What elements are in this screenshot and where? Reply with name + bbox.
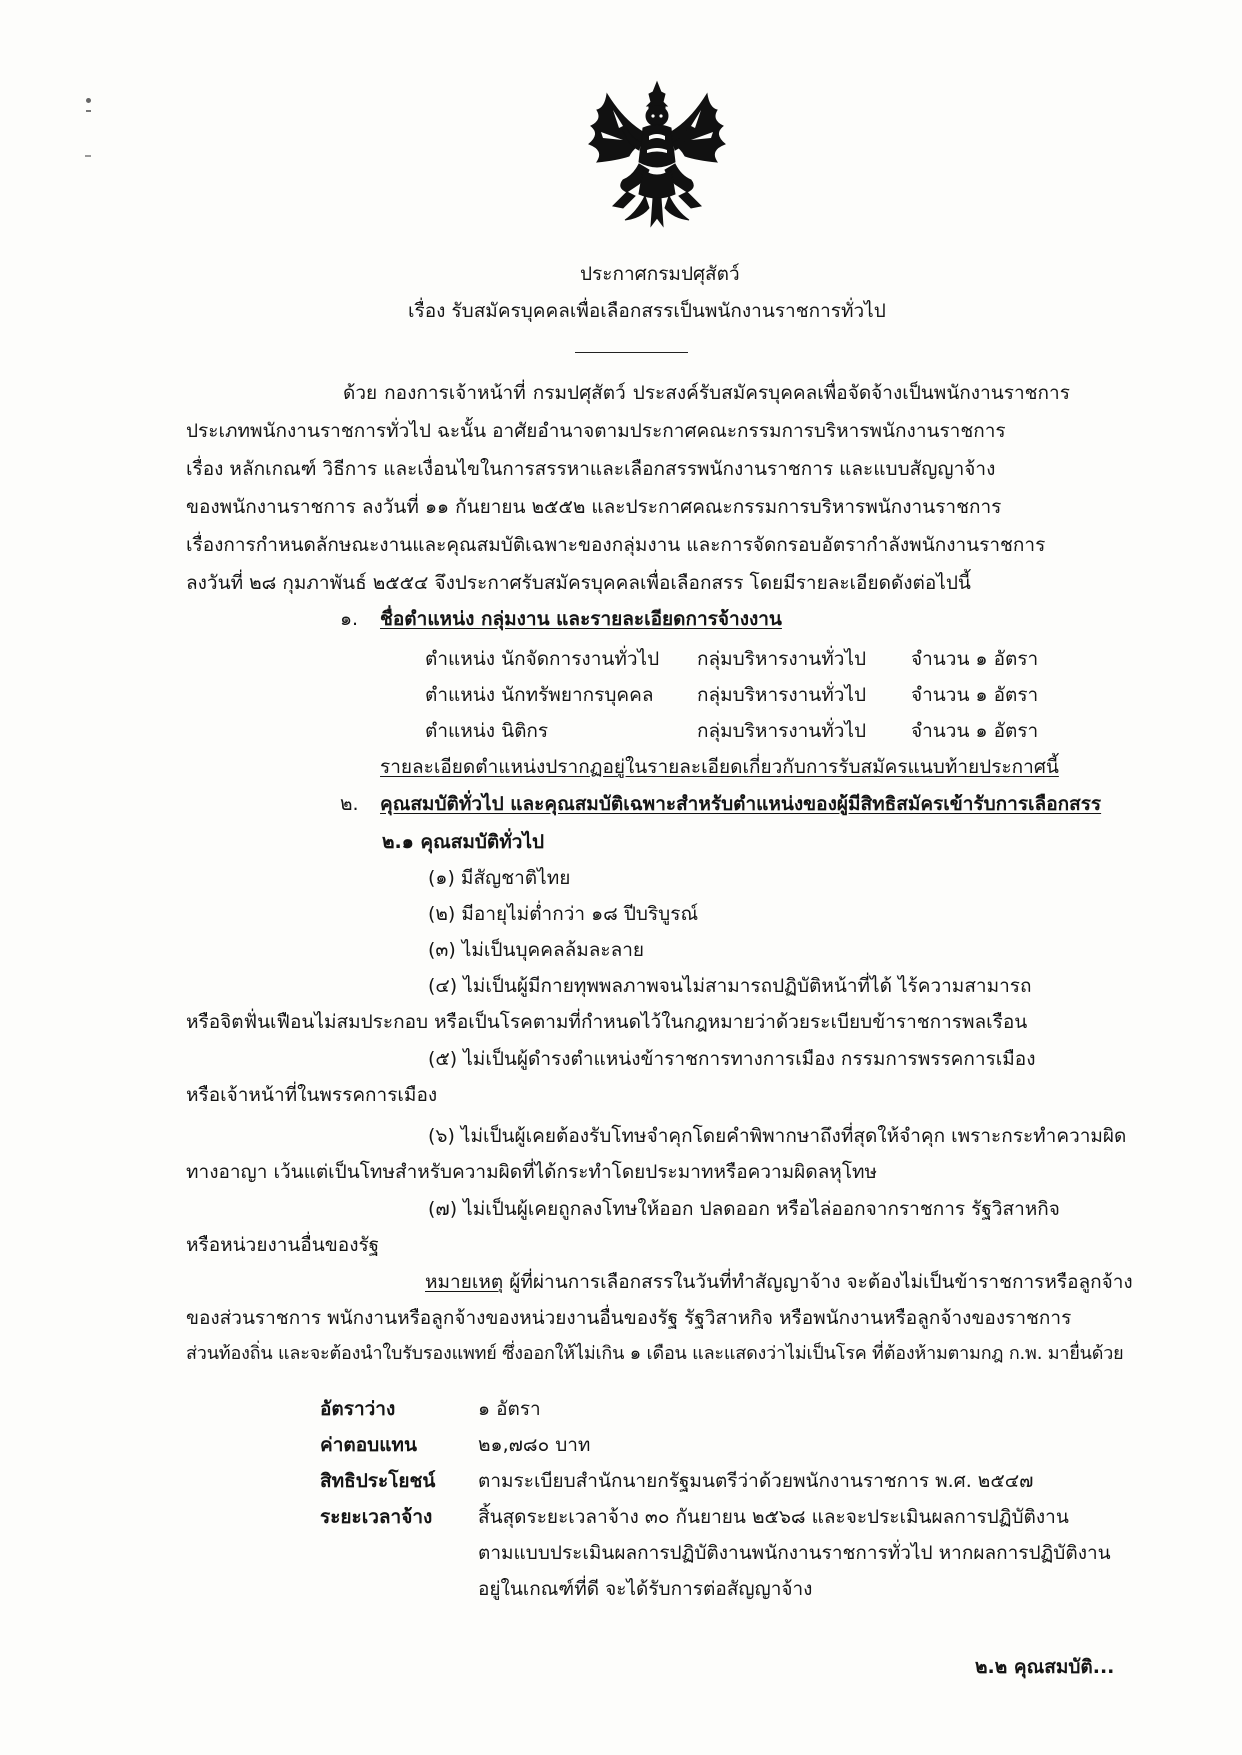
- section-note: รายละเอียดตำแหน่งปรากฏอยู่ในรายละเอียดเกี่ยวกับการรับสมัครแนบท้ายประกาศนี้: [380, 756, 1059, 778]
- benefit-label: สิทธิประโยชน์: [320, 1470, 436, 1492]
- benefit-value: ตามระเบียบสำนักนายกรัฐมนตรีว่าด้วยพนักงานราชการ พ.ศ. ๒๕๔๗: [478, 1470, 1034, 1492]
- position-title: ตำแหน่ง นักทรัพยากรบุคคล: [425, 684, 654, 706]
- qualification-item: (๖) ไม่เป็นผู้เคยต้องรับโทษจำคุกโดยคำพิพากษาถึงที่สุดให้จำคุก เพราะกระทำความผิด: [428, 1125, 1127, 1147]
- term-label: ระยะเวลาจ้าง: [320, 1506, 433, 1528]
- qualification-item-cont: ทางอาญา เว้นแต่เป็นโทษสำหรับความผิดที่ได้กระทำโดยประมาทหรือความผิดลหุโทษ: [186, 1161, 878, 1183]
- qualification-item: (๔) ไม่เป็นผู้มีกายทุพพลภาพจนไม่สามารถปฏิบัติหน้าที่ได้ ไร้ความสามารถ: [428, 975, 1032, 997]
- position-group: กลุ่มบริหารงานทั่วไป: [697, 720, 867, 742]
- position-count: จำนวน ๑ อัตรา: [911, 648, 1039, 670]
- announcement-title: ประกาศกรมปศุสัตว์: [580, 263, 740, 285]
- qualification-item-cont: หรือจิตฟั่นเฟือนไม่สมประกอบ หรือเป็นโรคตามที่กำหนดไว้ในกฎหมายว่าด้วยระเบียบข้าราชการพลเรือน: [186, 1011, 1028, 1033]
- position-group: กลุ่มบริหารงานทั่วไป: [697, 648, 867, 670]
- position-group: กลุ่มบริหารงานทั่วไป: [697, 684, 867, 706]
- remark-line: ของส่วนราชการ พนักงานหรือลูกจ้างของหน่วยงานอื่นของรัฐ รัฐวิสาหกิจ หรือพนักงานหรือลูกจ้างของราชการ: [186, 1307, 1072, 1329]
- scan-speck: [85, 155, 91, 157]
- term-value-cont: ตามแบบประเมินผลการปฏิบัติงานพนักงานราชการทั่วไป หากผลการปฏิบัติงาน: [478, 1542, 1111, 1564]
- section-number: ๒.: [340, 793, 359, 815]
- intro-line: ของพนักงานราชการ ลงวันที่ ๑๑ กันยายน ๒๕๕๒ และประกาศคณะกรรมการบริหารพนักงานราชการ: [186, 496, 1002, 518]
- qualification-item: (๑) มีสัญชาติไทย: [428, 867, 571, 889]
- title-divider: [575, 352, 688, 353]
- qualification-item: (๓) ไม่เป็นบุคคลล้มละลาย: [428, 939, 645, 961]
- sub-heading: ๒.๑ คุณสมบัติทั่วไป: [382, 831, 545, 853]
- intro-line: เรื่องการกำหนดลักษณะงานและคุณสมบัติเฉพาะของกลุ่มงาน และการจัดกรอบอัตรากำลังพนักงานราชการ: [186, 534, 1046, 556]
- intro-line: ลงวันที่ ๒๘ กุมภาพันธ์ ๒๕๕๔ จึงประกาศรับสมัครบุคคลเพื่อเลือกสรร โดยมีรายละเอียดดังต่อไปนี้: [186, 572, 971, 594]
- pay-value: ๒๑,๗๘๐ บาท: [478, 1434, 591, 1456]
- announcement-subject: เรื่อง รับสมัครบุคคลเพื่อเลือกสรรเป็นพนักงานราชการทั่วไป: [408, 300, 886, 322]
- remark-line: [425, 1273, 1133, 1292]
- position-count: จำนวน ๑ อัตรา: [911, 720, 1039, 742]
- intro-line: ด้วย กองการเจ้าหน้าที่ กรมปศุสัตว์ ประสงค์รับสมัครบุคคลเพื่อจัดจ้างเป็นพนักงานราชการ: [343, 382, 1070, 404]
- pay-label: ค่าตอบแทน: [320, 1434, 417, 1456]
- section-heading: ชื่อตำแหน่ง กลุ่มงาน และรายละเอียดการจ้างงาน: [380, 608, 782, 630]
- intro-line: ประเภทพนักงานราชการทั่วไป ฉะนั้น อาศัยอำนาจตามประกาศคณะกรรมการบริหารพนักงานราชการ: [186, 420, 1006, 442]
- qualification-item: (๗) ไม่เป็นผู้เคยถูกลงโทษให้ออก ปลดออก หรือไล่ออกจากราชการ รัฐวิสาหกิจ: [428, 1198, 1060, 1220]
- continued-marker: ๒.๒ คุณสมบัติ...: [975, 1656, 1115, 1678]
- scan-speck: [86, 98, 91, 103]
- qualification-item: (๕) ไม่เป็นผู้ดำรงตำแหน่งข้าราชการทางการเมือง กรรมการพรรคการเมือง: [428, 1048, 1036, 1070]
- position-title: ตำแหน่ง นักจัดการงานทั่วไป: [425, 648, 660, 670]
- section-number: ๑.: [340, 608, 359, 630]
- qualification-item-cont: หรือหน่วยงานอื่นของรัฐ: [186, 1234, 380, 1256]
- position-title: ตำแหน่ง นิติกร: [425, 720, 549, 742]
- scan-speck: [86, 110, 91, 112]
- remark-text: ผู้ที่ผ่านการเลือกสรรในวันที่ทำสัญญาจ้าง จะต้องไม่เป็นข้าราชการหรือลูกจ้าง: [503, 1271, 1133, 1293]
- vacancy-value: ๑ อัตรา: [478, 1398, 541, 1420]
- term-value: สิ้นสุดระยะเวลาจ้าง ๓๐ กันยายน ๒๕๖๘ และจะประเมินผลการปฏิบัติงาน: [478, 1506, 1069, 1528]
- term-value-cont: อยู่ในเกณฑ์ที่ดี จะได้รับการต่อสัญญาจ้าง: [478, 1578, 813, 1600]
- garuda-emblem-icon: [583, 80, 731, 230]
- qualification-item: (๒) มีอายุไม่ต่ำกว่า ๑๘ ปีบริบูรณ์: [428, 903, 699, 925]
- vacancy-label: อัตราว่าง: [320, 1398, 396, 1420]
- qualification-item-cont: หรือเจ้าหน้าที่ในพรรคการเมือง: [186, 1084, 438, 1106]
- remark-line: ส่วนท้องถิ่น และจะต้องนำใบรับรองแพทย์ ซึ่งออกให้ไม่เกิน ๑ เดือน และแสดงว่าไม่เป็นโรค ที่ต้องห้ามตามกฎ ก.พ. มายื่นด้วย: [186, 1343, 1124, 1364]
- remark-label: หมายเหตุ: [425, 1271, 504, 1293]
- section-heading: คุณสมบัติทั่วไป และคุณสมบัติเฉพาะสำหรับตำแหน่งของผู้มีสิทธิสมัครเข้ารับการเลือกสรร: [380, 793, 1102, 815]
- position-count: จำนวน ๑ อัตรา: [911, 684, 1039, 706]
- intro-line: เรื่อง หลักเกณฑ์ วิธีการ และเงื่อนไขในการสรรหาและเลือกสรรพนักงานราชการ และแบบสัญญาจ้าง: [186, 458, 996, 480]
